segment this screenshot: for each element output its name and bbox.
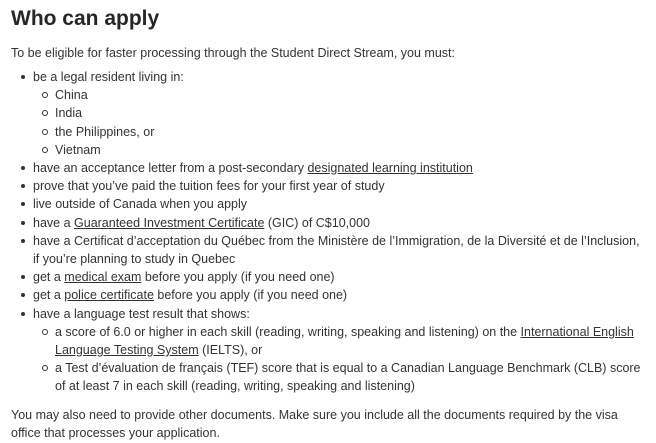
list-item-outside-canada: live outside of Canada when you apply <box>11 195 646 213</box>
list-item-caq: have a Certificat d’acceptation du Québec from the Ministère de l’Immigration, de la Diversité et de l’Inclusion, if you’re planning to study in Quebec <box>11 232 646 268</box>
list-item-residence <box>11 68 646 159</box>
country-item: China <box>33 86 646 104</box>
country-item: Vietnam <box>33 141 646 159</box>
ielts-text-before: a score of 6.0 or higher in each skill (reading, writing, speaking and listening) on the <box>55 324 521 339</box>
gic-text-before: have a <box>33 215 75 230</box>
list-item-acceptance <box>11 159 646 177</box>
intro-text: To be eligible for faster processing through the Student Direct Stream, you must: <box>11 46 455 60</box>
ielts-link[interactable]: International English Language Testing System <box>55 324 634 358</box>
police-text-before: get a <box>33 288 65 303</box>
outro-text: You may also need to provide other documents. Make sure you include all the documents required by the visa office that processes your application. <box>11 407 618 440</box>
language-item-tef: a Test d’évaluation de français (TEF) score that is equal to a Canadian Language Benchmark (CLB) score of at least 7 in each skill (reading, writing, speaking and listening) <box>33 359 646 395</box>
list-item-tuition: prove that you’ve paid the tuition fees for your first year of study <box>11 177 646 195</box>
gic-text-after: (GIC) of C$10,000 <box>264 215 370 230</box>
police-text-after: before you apply (if you need one) <box>153 288 348 303</box>
dli-link[interactable]: designated learning institution <box>307 161 473 176</box>
language-item-ielts <box>33 323 646 359</box>
page-title: Who can apply <box>11 7 160 30</box>
country-list <box>33 86 646 159</box>
list-item-police <box>11 286 646 304</box>
requirements-list <box>11 68 646 396</box>
medical-text-before: get a <box>33 270 65 285</box>
ielts-text-after: (IELTS), or <box>198 343 263 358</box>
language-test-list <box>33 323 646 396</box>
language-label: have a language test result that shows: <box>33 306 250 321</box>
list-item-language <box>11 305 646 396</box>
acceptance-text: have an acceptance letter from a post-secondary <box>33 161 308 176</box>
police-certificate-link[interactable]: police certificate <box>64 288 154 303</box>
gic-link[interactable]: Guaranteed Investment Certificate <box>74 215 265 230</box>
residence-label: be a legal resident living in: <box>33 70 184 84</box>
list-item-gic <box>11 214 646 232</box>
country-item: India <box>33 104 646 122</box>
medical-exam-link[interactable]: medical exam <box>64 270 142 285</box>
medical-text-after: before you apply (if you need one) <box>141 270 335 285</box>
list-item-medical <box>11 268 646 286</box>
country-item: the Philippines, or <box>33 123 646 141</box>
